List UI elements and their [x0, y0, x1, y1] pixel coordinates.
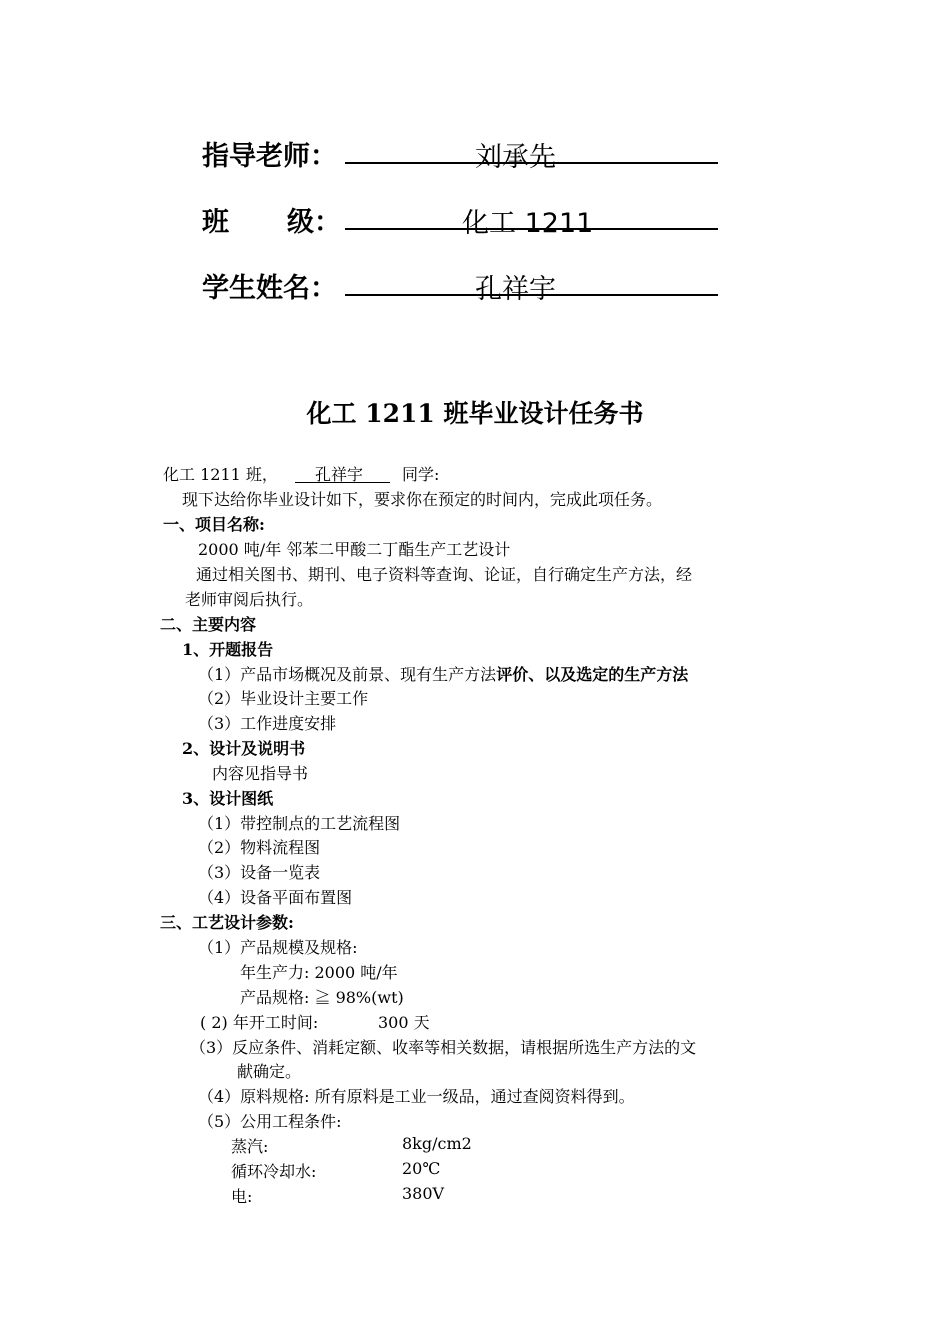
section3-item4: （4）原料规格: 所有原料是工业一级品，通过查阅资料得到。: [198, 1087, 635, 1106]
utility-value: 20℃: [402, 1159, 441, 1178]
intro-line2: 现下达给你毕业设计如下，要求你在预定的时间内，完成此项任务。: [182, 490, 663, 509]
intro-student-underline: [295, 482, 390, 483]
section2-sub1: 1、开题报告: [182, 640, 274, 659]
section1-line1: 2000 吨/年 邻苯二甲酸二丁酯生产工艺设计: [198, 540, 511, 559]
section2-sub2: 2、设计及说明书: [182, 739, 306, 758]
section1-heading: 一、项目名称:: [163, 515, 265, 534]
section2-sub1-item1: [198, 662, 688, 685]
student-label: 学生姓名：: [202, 273, 337, 304]
section3-capacity: 年生产力: 2000 吨/年: [240, 963, 398, 982]
section3-item3-line1: （3）反应条件、消耗定额、收率等相关数据，请根据所选生产方法的文: [190, 1038, 697, 1057]
advisor-value: 刘承先: [475, 142, 556, 173]
advisor-label: 指导老师：: [202, 141, 337, 172]
section2-sub3-item1: （1）带控制点的工艺流程图: [198, 814, 401, 833]
utility-name: 蒸汽:: [231, 1137, 269, 1156]
intro-class: 化工 1211 班，: [163, 465, 278, 484]
utility-value: 8kg/cm2: [402, 1134, 472, 1153]
utility-name: 电:: [231, 1187, 253, 1206]
section2-sub3: 3、设计图纸: [182, 789, 274, 808]
section2-heading: 二、主要内容: [160, 615, 257, 634]
section2-sub3-item3: （3）设备一览表: [198, 863, 321, 882]
class-value: 化工 1211: [462, 208, 594, 239]
utility-value: 380V: [402, 1184, 445, 1203]
section1-line3: 老师审阅后执行。: [185, 590, 314, 609]
section3-heading: 三、工艺设计参数:: [160, 913, 294, 932]
class-label-part1: 班: [202, 207, 229, 238]
section3-item1: （1）产品规模及规格:: [198, 938, 358, 957]
section2-sub2-text: 内容见指导书: [212, 764, 309, 783]
section2-sub3-item4: （4）设备平面布置图: [198, 888, 353, 907]
section2-sub1-item1-text: （1）产品市场概况及前景、现有生产方法: [198, 665, 497, 684]
section2-sub1-item3: （3）工作进度安排: [198, 714, 337, 733]
section3-item2-label: ( 2) 年开工时间:: [200, 1013, 319, 1032]
intro-student: 孔祥宇: [315, 465, 364, 484]
section3-item5: （5）公用工程条件:: [198, 1112, 342, 1131]
section3-spec: 产品规格: ≧ 98%(wt): [240, 988, 404, 1007]
section1-line2: 通过相关图书、期刊、电子资料等查询、论证，自行确定生产方法，经: [196, 565, 693, 584]
document-title: 化工 1211 班毕业设计任务书: [306, 399, 644, 428]
intro-tail: 同学:: [402, 465, 440, 484]
student-value: 孔祥宇: [475, 274, 556, 305]
section2-sub1-item2: （2）毕业设计主要工作: [198, 689, 369, 708]
section2-sub1-item1-bold: 评价、以及选定的生产方法: [496, 665, 689, 684]
section3-item2-value: 300 天: [378, 1013, 430, 1032]
utility-name: 循环冷却水:: [231, 1162, 317, 1181]
section3-item3-line2: 献确定。: [237, 1062, 302, 1081]
section2-sub3-item2: （2）物料流程图: [198, 838, 321, 857]
class-label-part2: 级：: [287, 207, 341, 238]
